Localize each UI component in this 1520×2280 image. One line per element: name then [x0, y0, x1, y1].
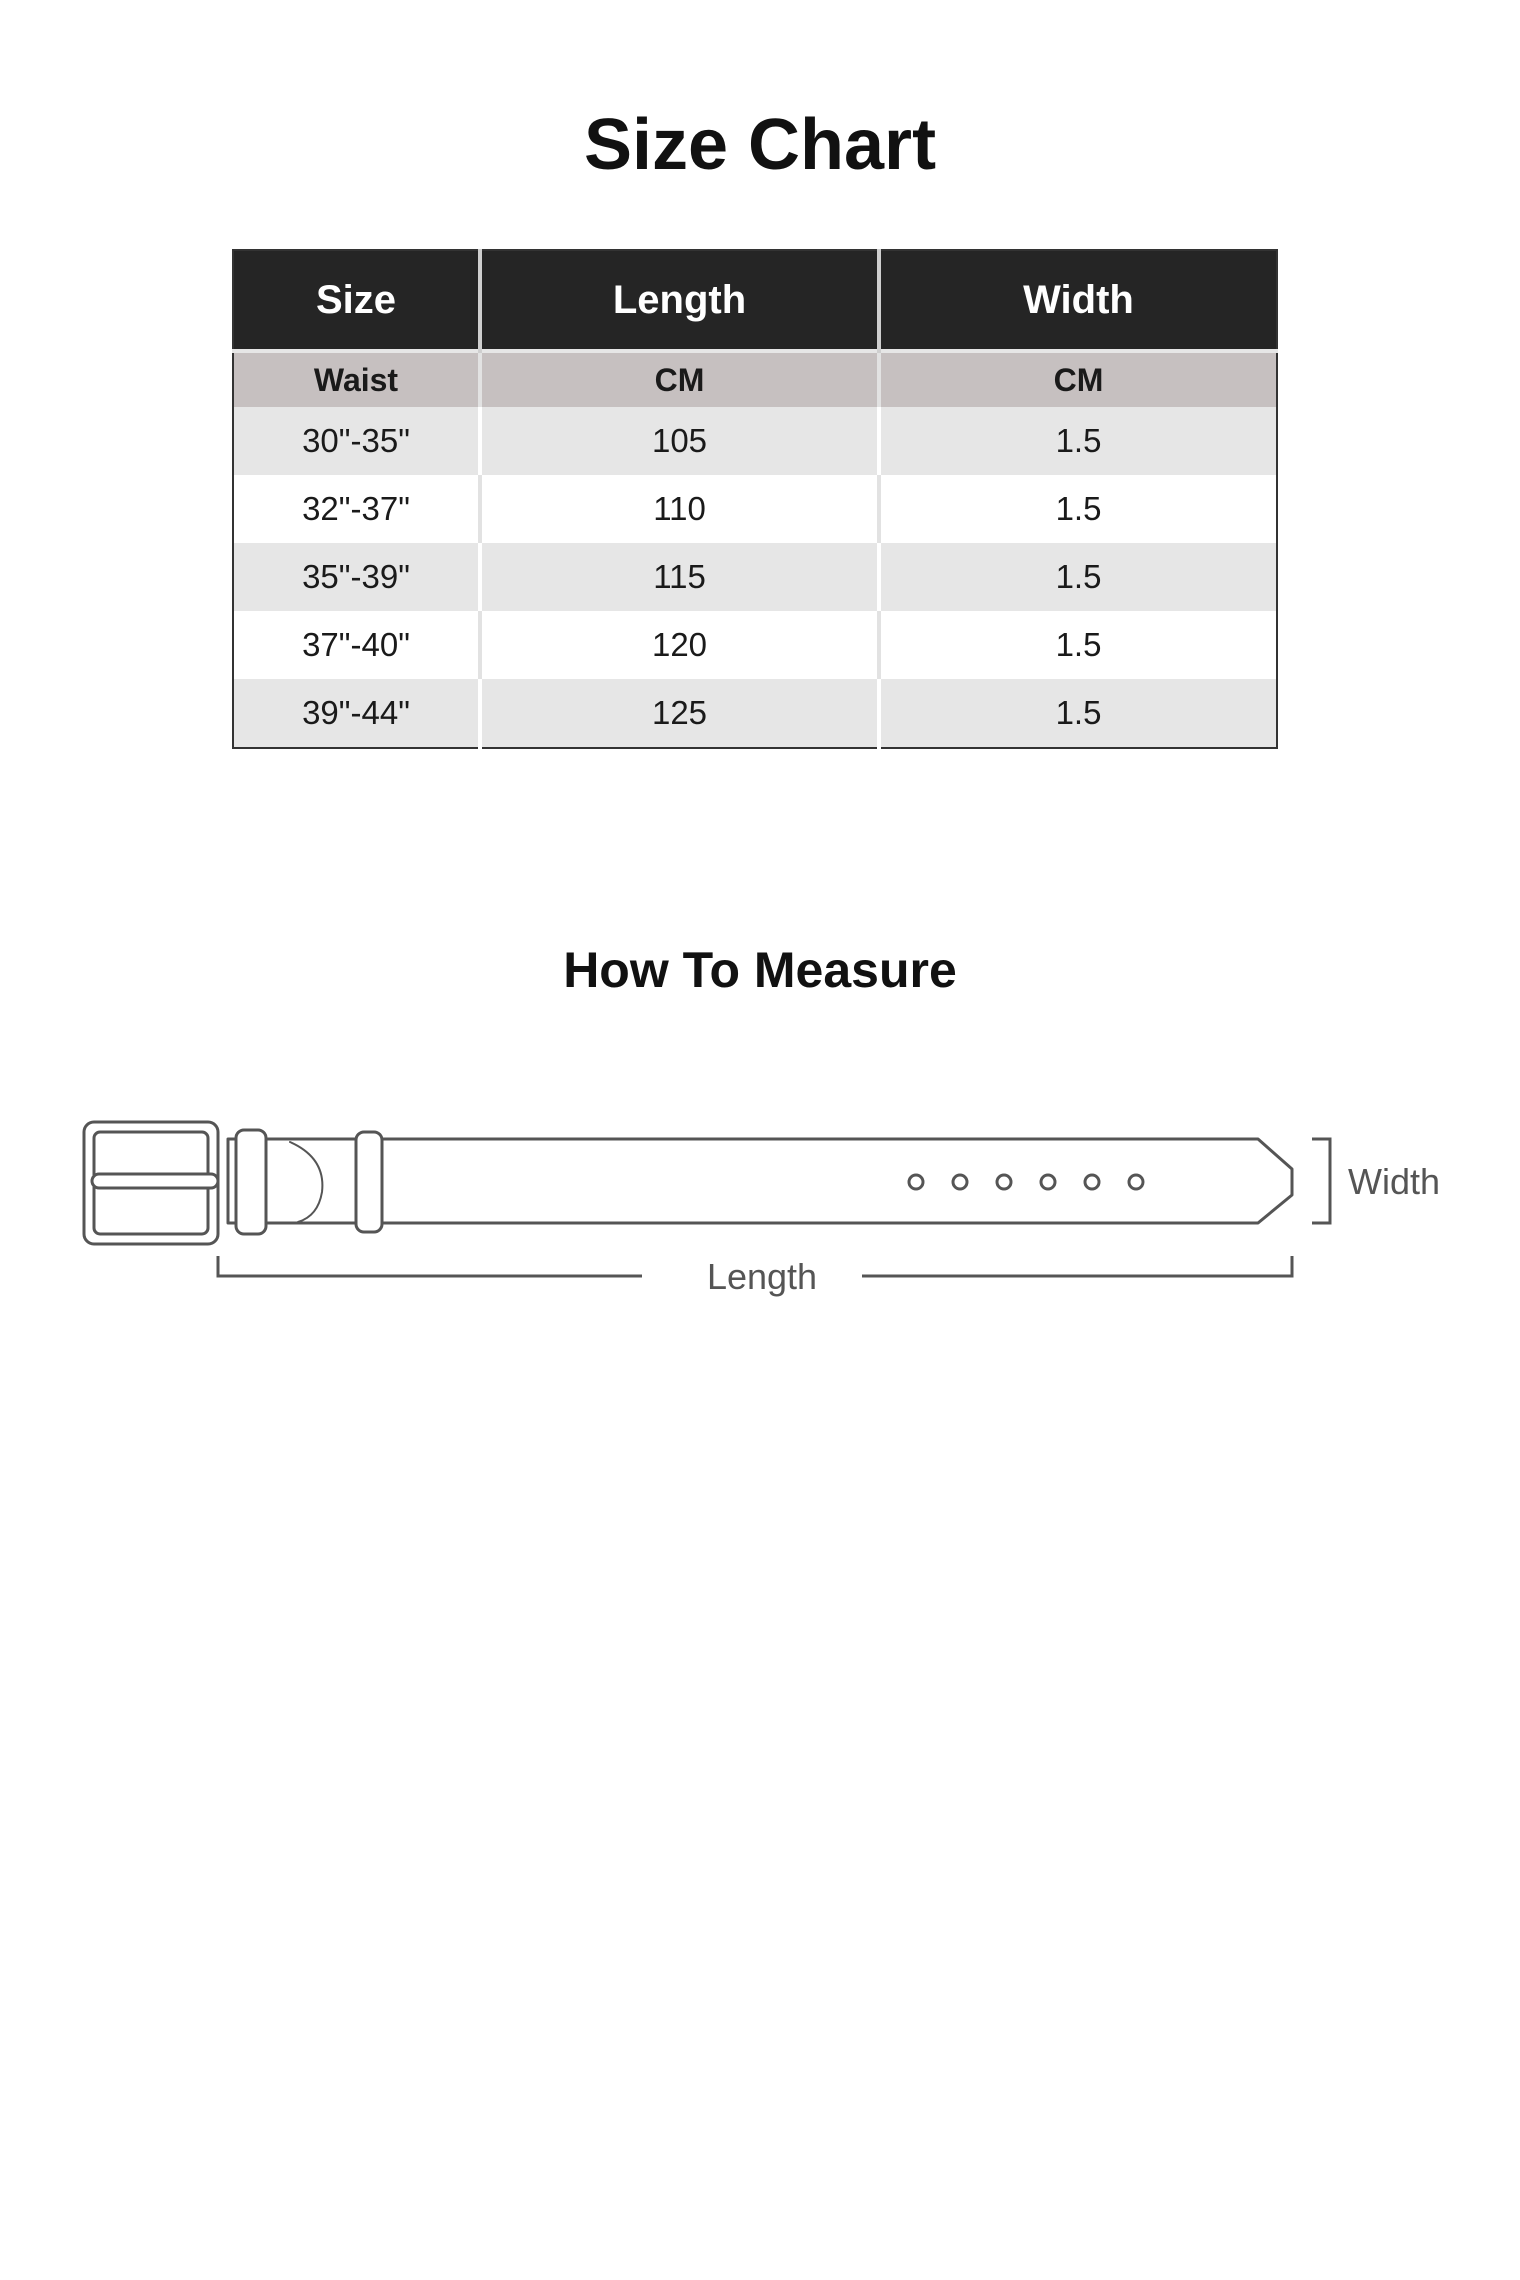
width-bracket — [1312, 1139, 1330, 1223]
size-chart-table — [232, 249, 1278, 749]
belt-keeper-2 — [356, 1132, 382, 1232]
belt-hole — [953, 1175, 967, 1189]
belt-hole — [909, 1175, 923, 1189]
belt-hole — [1129, 1175, 1143, 1189]
cell-size: 39"-44" — [233, 679, 480, 748]
table-row — [233, 679, 1277, 748]
width-label: Width — [1348, 1161, 1441, 1202]
cell-length: 105 — [480, 407, 879, 475]
belt-keeper-1 — [236, 1130, 266, 1234]
cell-length: 120 — [480, 611, 879, 679]
header-width: Width — [879, 250, 1277, 351]
cell-length: 125 — [480, 679, 879, 748]
cell-width: 1.5 — [879, 611, 1277, 679]
belt-diagram — [0, 1080, 1520, 1320]
cell-width: 1.5 — [879, 543, 1277, 611]
belt-hole — [997, 1175, 1011, 1189]
unit-size: Waist — [233, 351, 480, 407]
unit-width: CM — [879, 351, 1277, 407]
table-row — [233, 407, 1277, 475]
unit-length: CM — [480, 351, 879, 407]
cell-length: 115 — [480, 543, 879, 611]
length-bracket-left — [218, 1256, 642, 1276]
cell-length: 110 — [480, 475, 879, 543]
header-length: Length — [480, 250, 879, 351]
cell-size: 37"-40" — [233, 611, 480, 679]
cell-size: 35"-39" — [233, 543, 480, 611]
belt-hole — [1085, 1175, 1099, 1189]
how-to-measure-title: How To Measure — [563, 942, 957, 998]
table-row — [233, 543, 1277, 611]
table-row — [233, 611, 1277, 679]
table-row — [233, 475, 1277, 543]
table-header-row — [233, 250, 1277, 351]
length-bracket-right — [862, 1256, 1292, 1276]
cell-width: 1.5 — [879, 679, 1277, 748]
unit-row — [233, 351, 1277, 407]
page-title: Size Chart — [583, 105, 937, 185]
length-label: Length — [706, 1256, 818, 1297]
cell-width: 1.5 — [879, 407, 1277, 475]
cell-size: 32"-37" — [233, 475, 480, 543]
cell-width: 1.5 — [879, 475, 1277, 543]
cell-size: 30"-35" — [233, 407, 480, 475]
buckle-icon — [84, 1122, 218, 1244]
belt-hole — [1041, 1175, 1055, 1189]
header-size: Size — [233, 250, 480, 351]
